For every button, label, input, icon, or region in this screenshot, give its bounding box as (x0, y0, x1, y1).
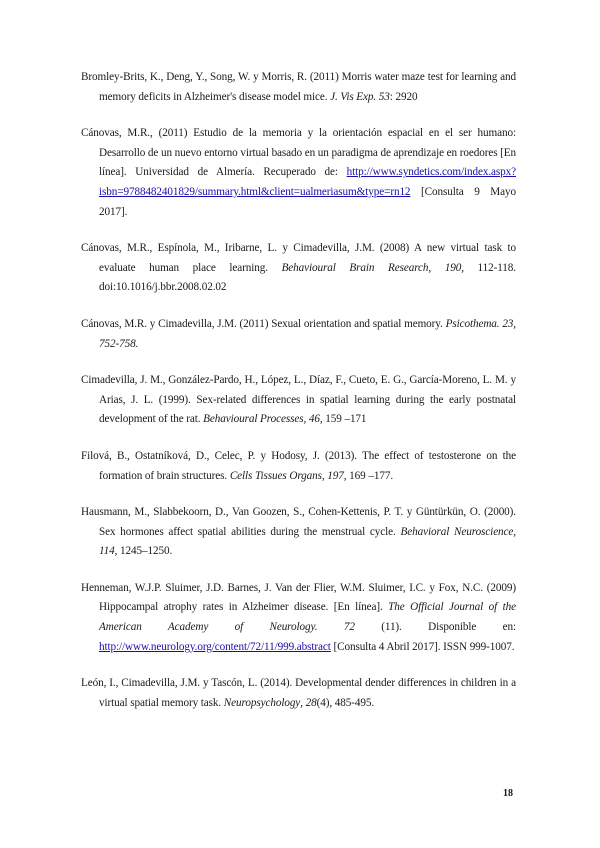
reference-entry-canovas-cimadevilla (81, 315, 516, 354)
reference-text: León, I., Cimadevilla, J.M. y Tascón, L. (2014). Developmental dender differences in children in a virtual spatial memory task. (81, 677, 516, 709)
reference-text: (11). Disponible en: (354, 621, 517, 634)
reference-italic-text: J. Vis Exp. 53 (330, 90, 390, 103)
page-number: 18 (503, 788, 513, 799)
reference-entry-canovas-2008 (81, 239, 516, 298)
reference-text: Cánovas, M.R., (2011) Estudio de la memoria y la orientación espacial en el ser humano: Desarrollo de un nuevo entorno virtual basado en un paradigma de aprendizaje en roedores [En línea]. Universidad de Almería. Recuperado de: (81, 127, 517, 179)
reference-italic-text: Behavioural Processes, 46 (203, 413, 320, 426)
reference-text: , 159 –171 (319, 413, 367, 426)
reference-text: , 1245–1250. (114, 545, 173, 558)
reference-text: Bromley-Brits, K., Deng, Y., Song, W. y Morris, R. (2011) Morris water maze test for learning and memory deficits in Alzheimer's disease model mice. (81, 71, 516, 103)
reference-text: , 112-118. doi:10.1016/j.bbr.2008.02.02 (99, 261, 516, 294)
reference-entry-leon (81, 674, 516, 713)
reference-italic-text: Behavioural Brain Research, 190 (281, 261, 462, 274)
reference-entry-canovas-2011 (81, 124, 516, 222)
reference-text: Cánovas, M.R. y Cimadevilla, J.M. (2011) Sexual orientation and spatial memory. (81, 317, 446, 330)
reference-text: Hausmann, M., Slabbekoorn, D., Van Goozen, S., Cohen-Kettenis, P. T. y Güntürkün, O. (2000). Sex hormones affect spatial abilities during the menstrual cycle. (81, 506, 516, 538)
reference-url-link[interactable]: http://www.neurology.org/content/72/11/999.abstract (99, 640, 331, 653)
reference-text: Henneman, W.J.P. Sluimer, J.D. Barnes, J. Van der Flier, W.M. Sluimer, I.C. y Fox, N.C. (2009) Hippocampal atrophy rates in Alzheimer disease. [En línea]. (81, 581, 516, 614)
reference-italic-text: Psicothema. 23, 752-758. (99, 317, 517, 350)
reference-entry-henneman (81, 579, 516, 657)
reference-italic-text: Cells Tissues Organs, 197, (229, 469, 347, 482)
reference-entry-hausmann (81, 503, 516, 562)
reference-entry-filova (81, 447, 516, 486)
reference-text: [Consulta 4 Abril 2017]. ISSN 999-1007. (330, 640, 515, 653)
reference-entry-cimadevilla-1999 (81, 371, 516, 430)
reference-entry-bromley (81, 68, 516, 107)
reference-text: Cimadevilla, J. M., González-Pardo, H., López, L., Díaz, F., Cueto, E. G., García-Moreno, L. M. y Arias, J. L. (1999). Sex-related differences in spatial learning during the early postnatal development of the rat. (81, 374, 516, 426)
reference-text: : 2920 (389, 90, 418, 103)
reference-text: [Consulta 9 Mayo 2017]. (99, 185, 516, 218)
reference-url-link[interactable]: http://www.syndetics.com/index.aspx?isbn=9788482401829/summary.html&client=ualmeriasum&type=rn12 (99, 166, 516, 198)
reference-italic-text: Behavioral Neuroscience, 114 (99, 525, 516, 558)
reference-text: 169 –177. (346, 469, 394, 482)
reference-text: , (300, 696, 306, 709)
reference-italic-text: The Official Journal of the American Academy of Neurology. 72 (99, 601, 516, 634)
reference-text: (4), 485-495. (316, 696, 375, 709)
reference-text: Filová, B., Ostatníková, D., Celec, P. y Hodosy, J. (2013). The effect of testosterone on the formation of brain structures. (81, 449, 516, 482)
reference-italic-text: Neuropsychology (223, 696, 301, 709)
reference-italic-text: 28 (305, 696, 317, 709)
reference-list (81, 68, 516, 730)
reference-text: Cánovas, M.R., Espínola, M., Iribarne, L. y Cimadevilla, J.M. (2008) A new virtual task to evaluate human place learning. (81, 242, 516, 274)
